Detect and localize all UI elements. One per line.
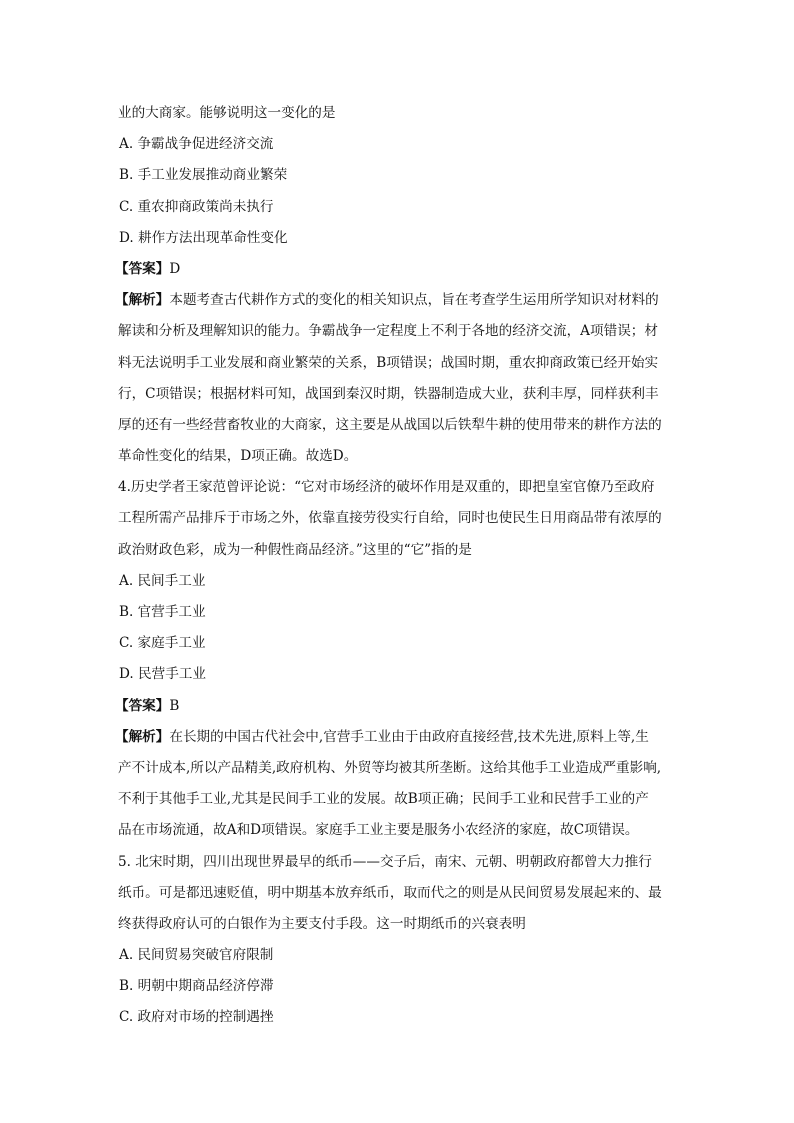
- analysis: [115, 722, 678, 847]
- option-b: B. 手工业发展推动商业繁荣: [119, 167, 288, 184]
- analysis-line: 行，C项错误；根据材料可知，战国到秦汉时期，铁器制造成大业，获利丰厚，同样获利丰: [118, 385, 659, 402]
- question-5: [118, 847, 678, 1034]
- question-stem-line: 5. 北宋时期，四川出现世界最早的纸币——交子后，南宋、元朝、明朝政府都曾大力推行: [118, 853, 652, 870]
- option-c: C. 重农抑商政策尚未执行: [119, 198, 274, 215]
- option-a: A. 民间手工业: [119, 572, 206, 589]
- analysis-line: 革命性变化的结果，D项正确。故选D。: [118, 448, 358, 465]
- option-c: C. 政府对市场的控制遇挫: [119, 1009, 274, 1026]
- analysis-line: 料无法说明手工业发展和商业繁荣的关系，B项错误；战国时期，重农抑商政策已经开始实: [118, 354, 659, 371]
- analysis-line: 产不计成本,所以产品精美,政府机构、外贸等均被其所垄断。这给其他手工业造成严重影响,: [118, 759, 662, 776]
- analysis: [115, 285, 678, 472]
- question-4: [115, 472, 678, 846]
- option-c: C. 家庭手工业: [119, 635, 206, 652]
- question-stem-line: 业的大商家。能够说明这一变化的是: [118, 105, 336, 121]
- analysis-line: [115, 285, 678, 316]
- analysis-line: 解读和分析及理解知识的能力。争霸战争一定程度上不利于各地的经济交流，A项错误；材: [118, 323, 658, 340]
- analysis-text: 本题考查古代耕作方式的变化的相关知识点，旨在考查学生运用所学知识对材料的: [169, 292, 659, 309]
- option-b: B. 官营手工业: [119, 604, 206, 620]
- option-d: D. 耕作方法出现革命性变化: [119, 229, 288, 246]
- analysis-text: 在长期的中国古代社会中,官营手工业由于由政府直接经营,技术先进,原料上等,生: [169, 728, 649, 745]
- question-stem-line: 终获得政府认可的白银作为主要支付手段。这一时期纸币的兴衰表明: [118, 915, 526, 932]
- answer-value: D: [169, 260, 181, 277]
- question-3: [115, 98, 678, 472]
- analysis-tag: 【解析】: [115, 728, 170, 745]
- option-d: D. 民营手工业: [119, 666, 207, 683]
- option-a: A. 争霸战争促进经济交流: [119, 136, 274, 153]
- question-stem-line: 工程所需产品排斥于市场之外，依靠直接劳役实行自给，同时也使民生日用商品带有浓厚的: [118, 510, 662, 527]
- analysis-line: 不利于其他手工业,尤其是民间手工业的发展。故B项正确；民间手工业和民营手工业的产: [118, 791, 649, 808]
- answer-value: B: [169, 697, 180, 714]
- analysis-line: 厚的还有一些经营畜牧业的大商家，这主要是从战国以后铁犁牛耕的使用带来的耕作方法的: [118, 416, 662, 433]
- answer-line: [115, 254, 678, 285]
- question-stem-line: 政治财政色彩，成为一种假性商品经济。”这里的“它”指的是: [118, 541, 472, 558]
- question-stem-line: 4.历史学者王家范曾评论说：“它对市场经济的破坏作用是双重的，即把皇室官僚乃至政府: [118, 479, 655, 496]
- answer-line: [115, 691, 678, 722]
- option-b: B. 明朝中期商品经济停滞: [119, 978, 274, 995]
- question-stem-line: 纸币。可是都迅速贬值，明中期基本放弃纸币，取而代之的则是从民间贸易发展起来的、最: [118, 884, 662, 901]
- option-a: A. 民间贸易突破官府限制: [119, 947, 274, 964]
- answer-tag: 【答案】: [115, 697, 170, 714]
- analysis-line: [115, 722, 678, 753]
- analysis-tag: 【解析】: [115, 292, 170, 309]
- analysis-line: 品在市场流通，故A和D项错误。家庭手工业主要是服务小农经济的家庭，故C项错误。: [118, 822, 639, 839]
- document-page: [115, 98, 678, 1034]
- answer-tag: 【答案】: [115, 260, 170, 277]
